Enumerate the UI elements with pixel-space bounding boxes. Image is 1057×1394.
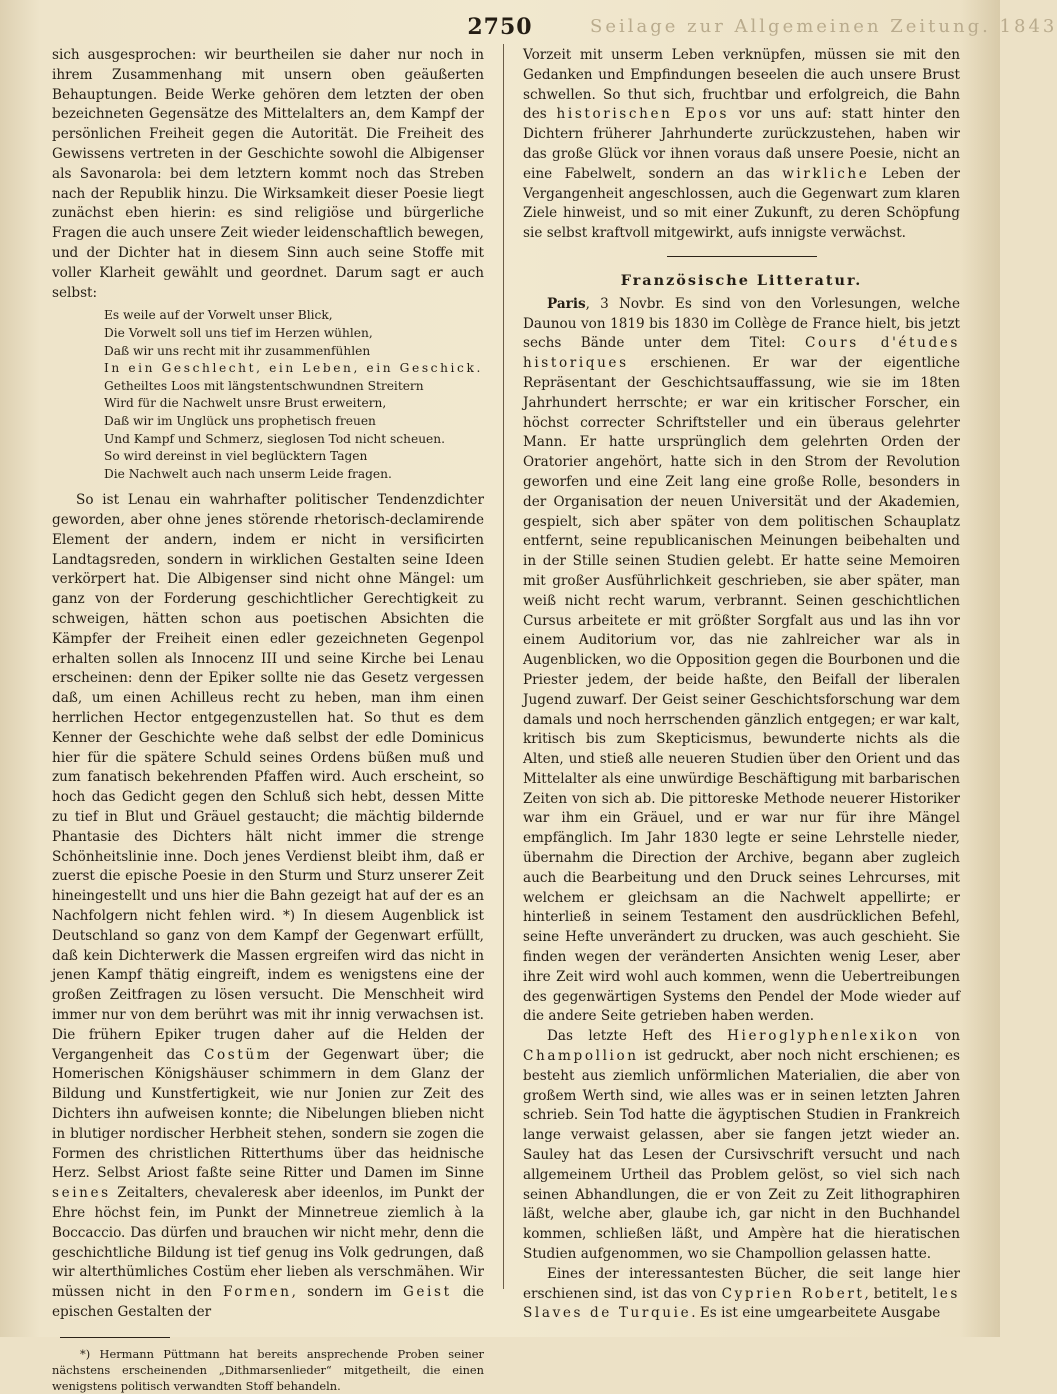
spaced-term: Cours d'études historiques bbox=[523, 335, 960, 372]
spaced-term: Champollion bbox=[523, 1048, 639, 1065]
footnote-rule bbox=[60, 1337, 170, 1338]
dateline-place: Paris bbox=[547, 295, 586, 312]
spaced-term: Formen bbox=[223, 1284, 292, 1301]
text-run: Das letzte Heft des bbox=[547, 1028, 728, 1045]
section-title: Französische Litteratur. bbox=[620, 271, 863, 289]
text-run: der Gegenwart über; die Homerischen Königshäuser schimmern in dem Glanz der Bildung und Kunstfertigkeit, wie nur Jonien zur Zeit des Dichters ihn aufweisen konnte; die Nibelungen blieben nicht in blutiger nordischer Herbheit stehen, sondern sie zogen die Formen des christlichen Ritterthums über das heidnische Herz. Selbst Ariost faßte seine Ritter und Damen im Sinne bbox=[52, 1046, 485, 1182]
text-run: Zeitalters, chevaleresk aber ideenlos, im Punkt der Ehre höchst fein, im Punkt der Minnetreue ziemlich à la Boccaccio. Das dürfen und brauchen wir nicht mehr, denn die geschichtliche Bildung ist tief genug ins Volk gedrungen, daß wir alterthümliches Costüm eher lieben als verschmähen. Wir müssen nicht in den bbox=[52, 1185, 484, 1301]
right-paragraph-1 bbox=[523, 46, 960, 244]
verse-line: So wird dereinst in viel beglücktern Tagen bbox=[104, 449, 368, 464]
page-number: 2750 bbox=[467, 14, 533, 40]
column-divider bbox=[503, 44, 504, 1289]
spaced-term: Geist bbox=[402, 1284, 452, 1301]
text-run: erschienen. Er war der eigentliche Repräsentant der Geschichtsauffassung, wie sie im 18ten Jahrhundert herrschte; er war ein kritischer Forscher, ein höchst correcter Schriftsteller und ein überaus gelehrter Mann. Er hatte ursprünglich dem gelehrten Orden der Oratorier angehört, hatte sich in den Strom der Revolution geworfen und eine Zeit lang eine große Rolle, besonders in der Organisation der neuen Universität und der Akademien, gespielt, sich aber später von dem politischen Schauplatz entfernt, seine republicanischen Meinungen beibehalten und in der Stille seinen Studien gelebt. Er hatte seine Memoiren mit großer Ausführlichkeit geschrieben, sie aber später, man weiß nicht recht warum, verbrannt. Seinen geschichtlichen Cursus arbeitete er mit größter Sorgfalt aus und las ihn vor einem Auditorium vor, das nie zahlreicher war als in Augenblicken, wo die Opposition gegen die Bourbonen und die Priester jedem, der beide haßte, den Beifall der liberalen Jugend zuwarf. Der Geist seiner Geschichtsforschung war dem damals und noch herrschenden gänzlich entgegen; er war kalt, kritisch bis zum Skepticismus, bewunderte nichts als die Alten, und stieß alle neueren Studien über den Orient und das Mittelalter als eine unwürdige Beschäftigung mit barbarischen Zeiten von sich ab. Die pittoreske Methode neuerer Historiker war ihm ein Gräuel, und er war nur für ihre Mängel empfänglich. Im Jahr 1830 legte er seine Lehrstelle nieder, übernahm die Direction der Archive, begann aber zugleich auch die Bearbeitung und den Druck seines Lehrcurses, mit welchem er gleichsam an die Nachwelt appellirte; er hinterließ in seinem Testament den ausdrücklichen Befehl, seine Hefte unverändert zu drucken, was auch geschieht. Sie finden wegen der veränderten Ansichten wenig Leser, aber ihre Zeit wird wohl auch kommen, wenn die Uebertreibungen des gegenwärtigen Systems den Pendel der Mode wieder auf die andere Seite getrieben haben werden. bbox=[523, 355, 960, 1025]
text-run: , sondern im bbox=[291, 1284, 403, 1301]
left-column bbox=[52, 46, 484, 1394]
spaced-term: Hieroglyphenlexikon bbox=[727, 1028, 920, 1045]
text-run: . Es ist eine umgearbeitete Ausgabe bbox=[691, 1305, 941, 1322]
spaced-term: wirkliche bbox=[782, 165, 870, 182]
footnote: *) Hermann Püttmann hat bereits ansprechende Proben seiner nächstens erscheinenden „Dithmarsenlieder“ mitgetheilt, die einen wenigstens politisch verwandten Stoff behandeln. bbox=[52, 1346, 484, 1393]
text-run: Eines der interessantesten Bücher, die seit lange hier erschienen sind, ist das von bbox=[523, 1265, 960, 1302]
verse-line: Wird für die Nachwelt unsre Brust erweitern, bbox=[104, 396, 387, 411]
text-run: ist gedruckt, aber noch nicht erschienen; es besteht aus ziemlich unförmlichen Materialien, die aber von großem Werth sind, wie alles was er in seinen letzten Jahren schrieb. Sein Tod hatte die ägyptischen Studien in Frankreich lange verwaist gelassen, aber sie fangen jetzt wieder an. Sauley hat das Lesen der Cursivschrift versucht und nach allgemeinem Urtheil das Problem gelöst, so viel sich nach seinen Abhandlungen, die er von Zeit zu Zeit lithographiren läßt, welche aber, glaube ich, gar nicht in den Buchhandel kommen, schließen läßt, und Ampère hat die hieratischen Studien aufgenommen, wo sie Champollion gelassen hatte. bbox=[523, 1048, 960, 1263]
spaced-term: seines bbox=[52, 1185, 111, 1202]
right-paragraph-3 bbox=[523, 1027, 960, 1265]
verse-line: Es weile auf der Vorwelt unser Blick, bbox=[104, 308, 333, 323]
spaced-term: les Slaves de Turquie bbox=[523, 1285, 960, 1322]
text-run: So ist Lenau ein wahrhafter politischer Tendenzdichter geworden, aber ohne jenes störende rhetorisch-declamirende Element der andern, indem er nicht in versificirten Landtagsreden, sondern in wirklichen Gestalten seine Ideen verkörpert hat. Die Albigenser sind nicht ohne Mängel: um ganz von der Forderung geschichtlicher Gerechtigkeit zu schweigen, hätten schon aus poetischen Absichten die Kämpfer der Freiheit einen edler gezeichneten Gegenpol erhalten sollen als Innocenz III und seine Kirche bei Lenau erscheinen: denn der Epiker sollte nie das Gesetz vergessen daß, um einen Achilleus recht zu heben, man ihm einen herrlichen Hector entgegenzustellen hat. So thut es dem Kenner der Geschichte wehe daß selbst der edle Dominicus hier für die spätere Schuld seines Ordens büßen muß und zum fanatisch bekehrenden Pfaffen wird. Auch erscheint, so hoch das Gedicht gegen den Schluß sich hebt, dessen Mitte zu tief in Blut und Gräuel gestaucht; die mächtig bildernde Phantasie des Dichters hält nicht immer die strenge Schönheitslinie inne. Doch jenes Verdienst bleibt ihm, daß er zuerst die epische Poesie in den Sturm und Sturz unserer Zeit hineingestellt und uns hier die Bahn gezeigt hat auf der es an Nachfolgern nicht fehlen wird. *) In diesem Augenblick ist Deutschland so ganz von dem Kampf der Gegenwart erfüllt, daß kein Dichterwerk die Massen ergreifen wird das nicht in jenen Kampf thätig eingreift, indem es wenigstens eine der großen Zeitfragen zu lösen versucht. Die Menschheit wird immer nur von dem berührt was mit ihr innig verwachsen ist. Die frühern Epiker trugen daher auf die Helden der Vergangenheit das bbox=[52, 492, 484, 1063]
verse-line: Und Kampf und Schmerz, sieglosen Tod nicht scheuen. bbox=[104, 431, 445, 446]
text-run: Vorzeit mit unserm Leben verknüpfen, müssen sie mit den Gedanken und Empfindungen beseelen die auch unsere Brust schwellen. So thut sich, fruchtbar und erfolgreich, die Bahn des bbox=[523, 47, 960, 123]
left-paragraph-1: sich ausgesprochen: wir beurtheilen sie daher nur noch in ihrem Zusammenhang mit unsern oben geäußerten Behauptungen. Beide Werke gehören dem letzten der oben bezeichneten Gegensätze des Mittelalters an, dem Kampf der persönlichen Freiheit gegen die Autorität. Die Freiheit des Gewissens vertreten in der Geschichte sowohl die Albigenser als Savonarola: bei dem letztern kommt noch das Streben nach der Republik hinzu. Die Wirksamkeit dieser Poesie liegt zunächst eben hierin: es sind religiöse und bürgerliche Fragen die auch unsere Zeit wieder leidenschaftlich bewegen, und der Dichter hat in diesem Sinn auch seine Stoffe mit voller Klarheit gewählt und geordnet. Darum sagt er auch selbst: bbox=[52, 47, 484, 301]
right-paragraph-4 bbox=[523, 1265, 960, 1324]
text-run: , 3 Novbr. Es sind von den Vorlesungen, welche Daunou von 1819 bis 1830 im Collège de France hielt, bis jetzt sechs Bände unter dem Titel: bbox=[523, 295, 960, 352]
verse-line: Daß wir im Unglück uns prophetisch freuen bbox=[104, 413, 376, 428]
text-run: Leben der Vergangenheit angeschlossen, auch die Gegenwart zum klaren Ziele hinweist, und so mit einer Zukunft, zu deren Schöpfung sie selbst kraftvoll mitgewirkt, aufs innigste verwächst. bbox=[523, 165, 961, 242]
verse-quotation bbox=[104, 307, 484, 483]
spaced-term: Cyprien Robert bbox=[721, 1285, 865, 1302]
text-run: von bbox=[920, 1028, 960, 1045]
verse-line: Getheiltes Loos mit längstentschwundnen Streitern bbox=[104, 378, 424, 393]
text-run: , betitelt, bbox=[864, 1285, 933, 1302]
verse-line: Daß wir uns recht mit ihr zusammenfühlen bbox=[104, 343, 371, 358]
spaced-term: Costüm bbox=[203, 1046, 273, 1063]
left-paragraph-2 bbox=[52, 491, 484, 1322]
text-run: die epischen Gestalten der bbox=[52, 1284, 484, 1320]
verse-line: Die Vorwelt soll uns tief im Herzen wühlen, bbox=[104, 325, 373, 340]
right-paragraph-2 bbox=[523, 295, 960, 1027]
verse-line: In ein Geschlecht, ein Leben, ein Geschick. bbox=[104, 361, 483, 376]
verse-line: Die Nachwelt auch nach unserm Leide fragen. bbox=[104, 466, 392, 481]
spaced-term: historischen Epos bbox=[556, 106, 730, 123]
faded-running-header: Seilage zur Allgemeinen Zeitung. 1843 bbox=[590, 16, 1057, 37]
right-column bbox=[523, 46, 960, 1324]
text-run: vor uns auf: statt hinter den Dichtern früherer Jahrhunderte zurückzustehen, haben wir das große Glück vor ihnen voraus daß unsere Poesie, nicht an eine Fabelwelt, sondern an das bbox=[523, 106, 960, 182]
section-divider bbox=[667, 256, 817, 257]
